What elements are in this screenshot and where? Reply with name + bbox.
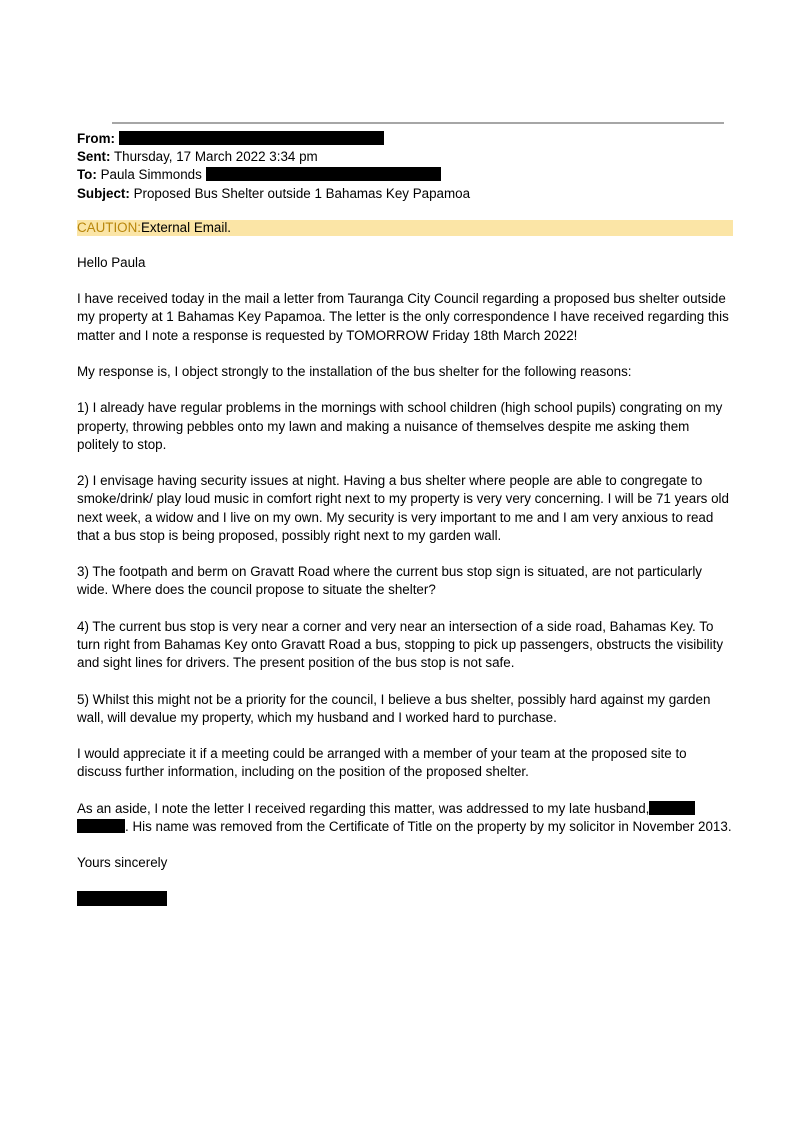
caution-banner	[77, 220, 733, 236]
paragraph-reason-5: 5) Whilst this might not be a priority for the council, I believe a bus shelter, possibly hard against my garden wall, will devalue my property, which my husband and I worked hard to purchase.	[77, 691, 711, 725]
email-document	[77, 130, 733, 906]
subject-line	[77, 185, 733, 203]
sent-line	[77, 148, 733, 166]
paragraph-reason-4: 4) The current bus stop is very near a corner and very near an intersection of a side road, Bahamas Key. To turn right from Bahamas Key onto Gravatt Road a bus, stopping to pick up passengers, obstructs the visibility and sight lines for drivers. The present position of the bus stop is not safe.	[77, 618, 724, 671]
from-label: From:	[77, 131, 115, 146]
header-divider	[112, 122, 724, 124]
redacted-signature	[77, 891, 167, 906]
sent-label: Sent:	[77, 149, 111, 165]
subject-value: Proposed Bus Shelter outside 1 Bahamas Key Papamoa	[133, 185, 471, 201]
greeting: Hello Paula	[77, 254, 146, 270]
to-label: To:	[77, 167, 97, 183]
redacted-from	[119, 131, 384, 145]
caution-label: CAUTION:	[77, 219, 141, 235]
to-value: Paula Simmonds	[100, 167, 202, 183]
redacted-husband-last-name	[77, 819, 125, 833]
closing: Yours sincerely	[77, 855, 168, 871]
paragraph-aside	[77, 800, 733, 836]
from-line	[77, 130, 733, 148]
redacted-to-address	[206, 167, 441, 181]
paragraph-meeting-request: I would appreciate it if a meeting could be arranged with a member of your team at the proposed site to discuss further information, including on the position of the proposed shelter.	[77, 746, 687, 780]
paragraph-reason-1: 1) I already have regular problems in the mornings with school children (high school pupils) congrating on my property, throwing pebbles onto my lawn and making a nuisance of themselves despite me asking them politely to stop.	[77, 400, 723, 452]
aside-text-end: . His name was removed from the Certificate of Title on the property by my solicitor in November 2013.	[125, 818, 732, 834]
to-line	[77, 166, 733, 184]
aside-text-start: As an aside, I note the letter I received regarding this matter, was addressed to my late husband,	[77, 800, 650, 816]
subject-label: Subject:	[77, 185, 130, 201]
paragraph-reason-2: 2) I envisage having security issues at night. Having a bus shelter where people are able to congregate to smoke/drink/ play loud music in comfort right next to my property is very very concerning. I will be 71 years old next week, a widow and I live on my own. My security is very important to me and I am very anxious to read that a bus stop is being proposed, possibly right next to my garden wall.	[77, 473, 729, 543]
redacted-husband-first-name	[649, 801, 695, 815]
paragraph-reason-3: 3) The footpath and berm on Gravatt Road where the current bus stop sign is situated, are not particularly wide. Where does the council propose to situate the shelter?	[77, 564, 702, 598]
paragraph-response: My response is, I object strongly to the installation of the bus shelter for the following reasons:	[77, 364, 632, 379]
sent-value: Thursday, 17 March 2022 3:34 pm	[113, 149, 318, 165]
paragraph-intro: I have received today in the mail a letter from Tauranga City Council regarding a proposed bus shelter outside my property at 1 Bahamas Key Papamoa. The letter is the only correspondence I have received regarding this matter and I note a response is requested by TOMORROW Friday 18th March 2022!	[77, 291, 729, 343]
caution-text: External Email.	[140, 219, 232, 235]
